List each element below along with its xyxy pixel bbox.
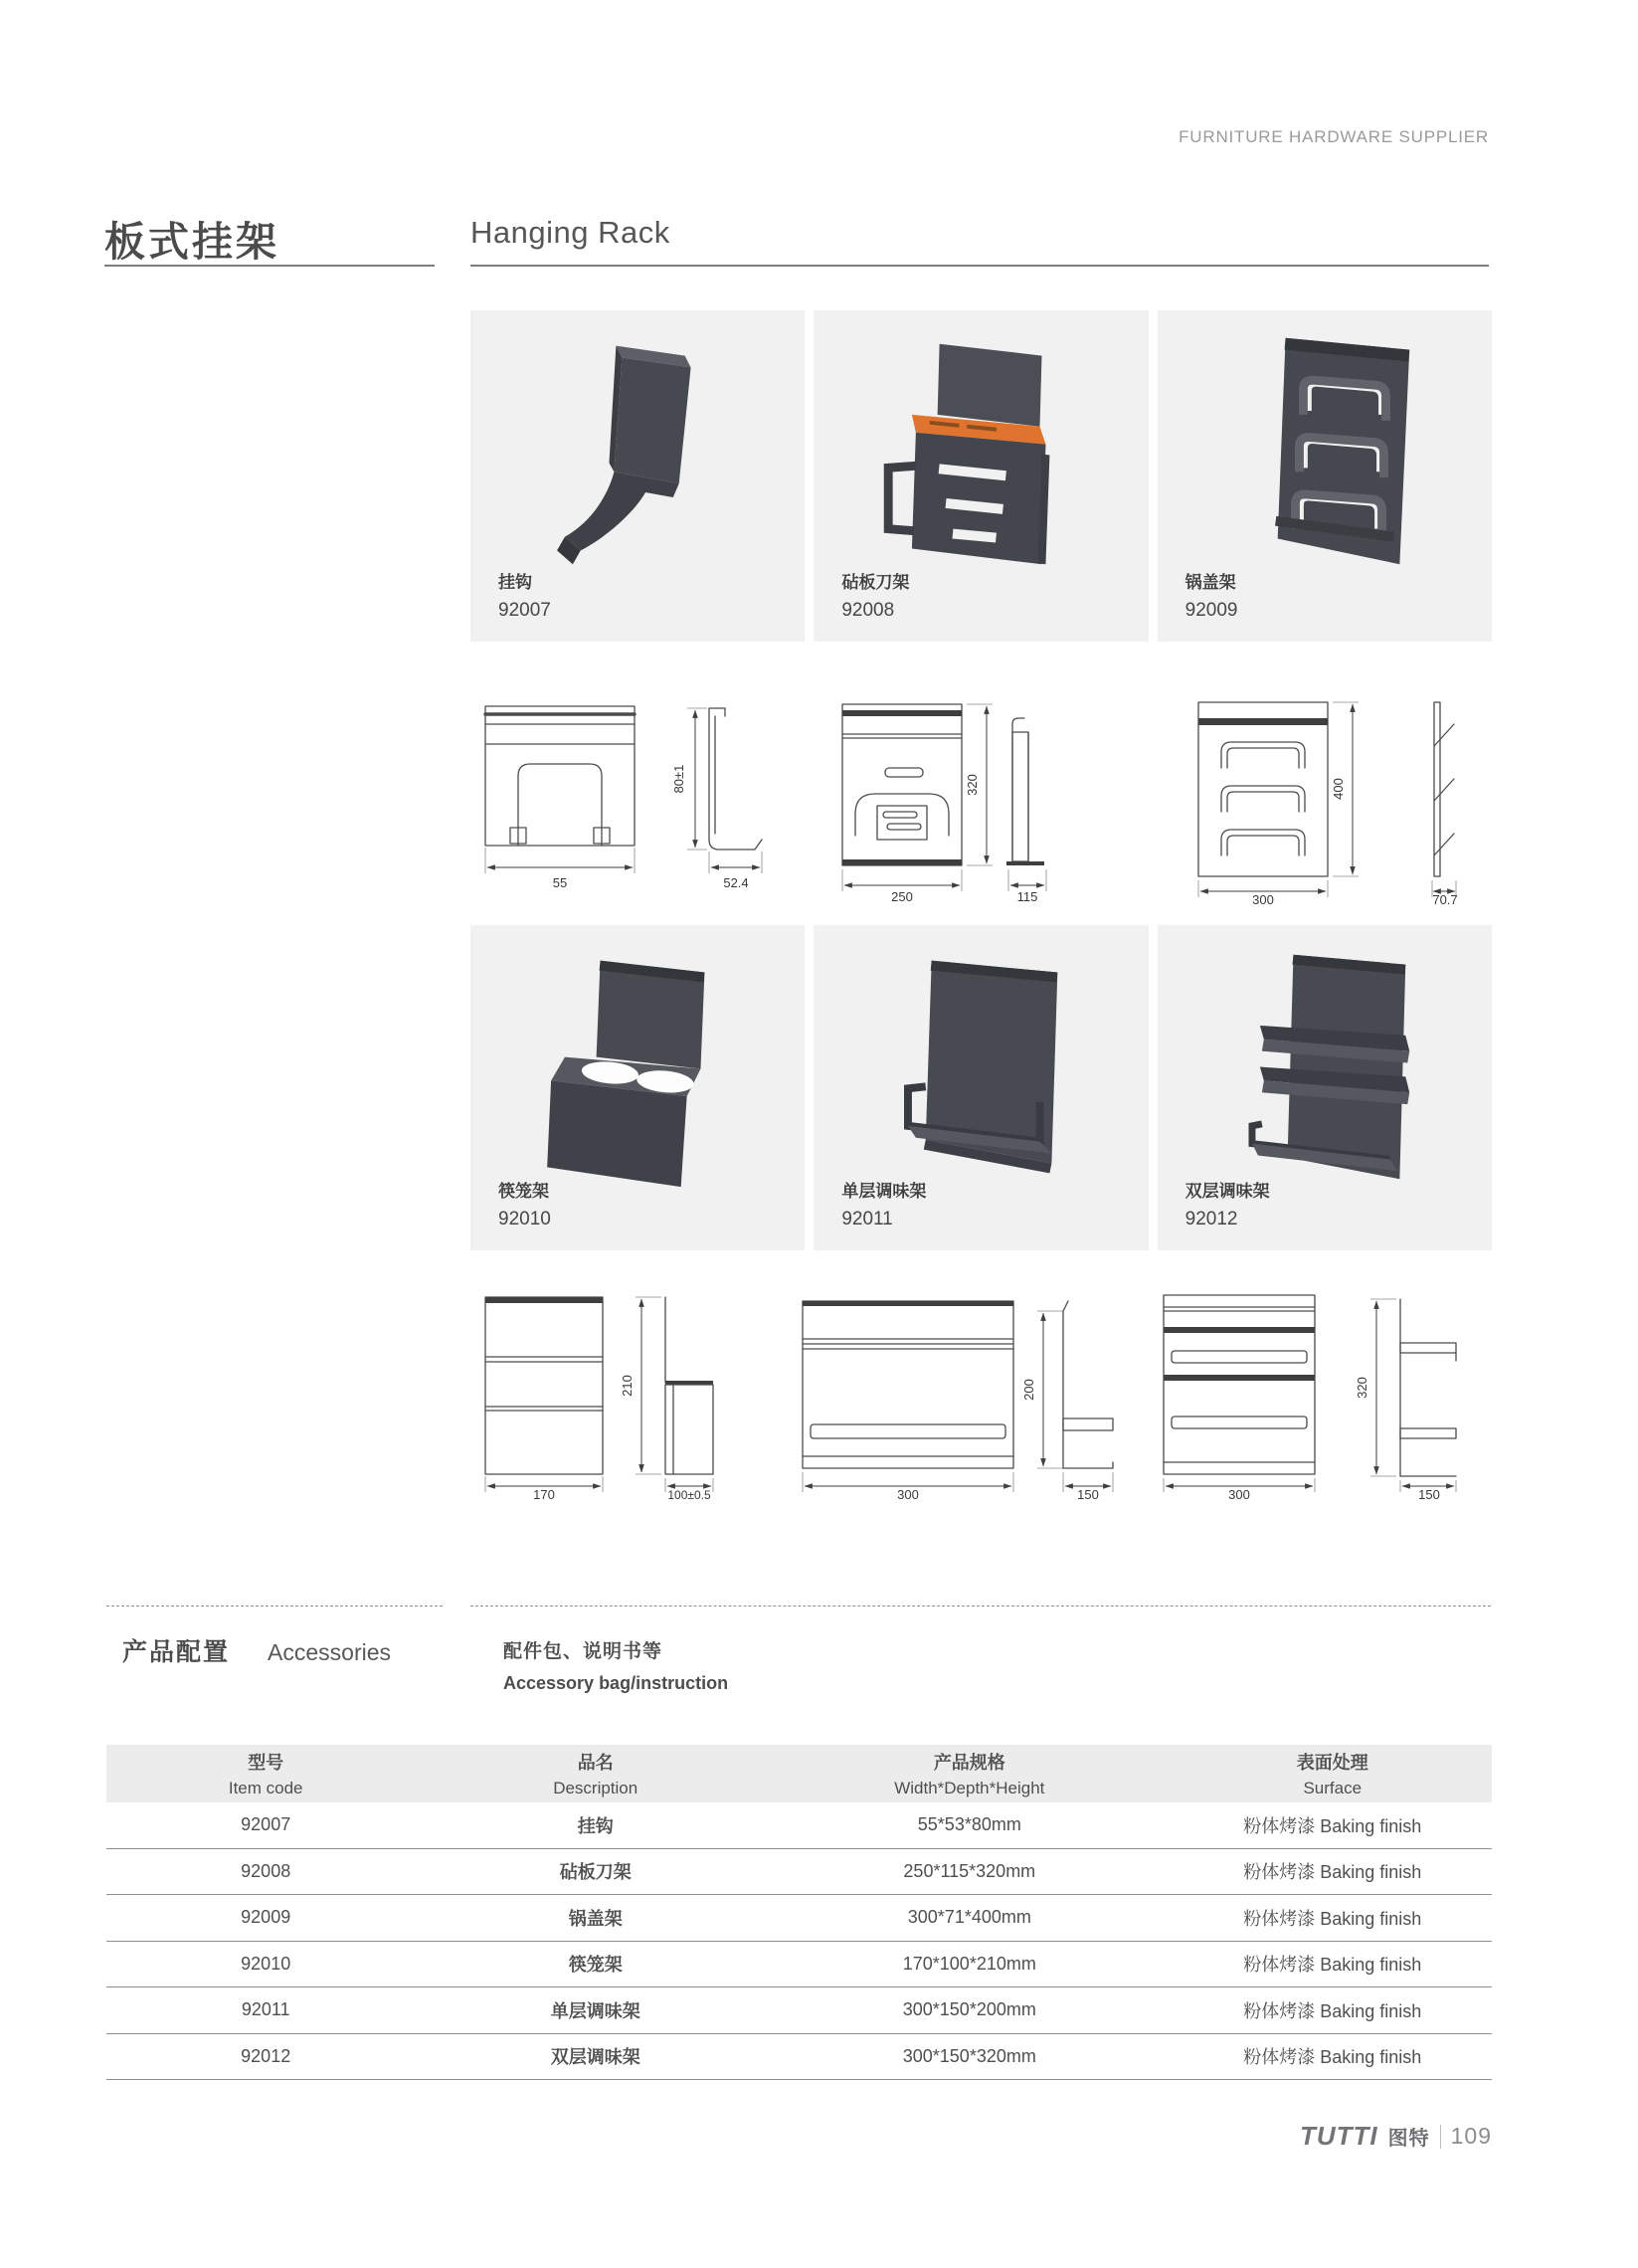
table-row [106, 1849, 1492, 1896]
title-underline-left [104, 265, 435, 267]
cell-spec: 55*53*80mm [917, 1814, 1021, 1835]
supplier-tagline: FURNITURE HARDWARE SUPPLIER [1179, 127, 1489, 146]
product-photo-92007 [470, 310, 805, 642]
cell-description: 砧板刀架 [559, 1862, 632, 1883]
dimension-label: 400 [1331, 778, 1346, 800]
dimension-label: 200 [1020, 1379, 1036, 1401]
cell-description: 挂钩 [577, 1815, 614, 1836]
accessories-heading [122, 1632, 391, 1668]
product-code: 92010 [498, 1209, 551, 1229]
product-name: 挂钩 [498, 573, 532, 592]
column-header-item-code [106, 1749, 425, 1798]
product-photo-92008 [814, 310, 1148, 642]
column-header-zh: 品名 [577, 1753, 614, 1773]
cell-surface: 粉体烤漆 Baking finish [1243, 1908, 1422, 1929]
dimension-label: 55 [552, 875, 568, 890]
dimension-label: 210 [620, 1375, 635, 1397]
photo-label [1185, 1177, 1270, 1230]
drawing-92012 [1154, 1287, 1492, 1500]
product-code: 92007 [498, 600, 551, 621]
column-header-en: Width*Depth*Height [894, 1779, 1045, 1797]
dimension-label: 170 [533, 1487, 555, 1500]
photo-row-2 [470, 925, 1492, 1250]
product-name: 砧板刀架 [841, 573, 910, 592]
cell-spec: 250*115*320mm [903, 1860, 1036, 1881]
column-header-en: Description [553, 1779, 638, 1797]
spec-table-header [106, 1745, 1492, 1802]
column-header-description [425, 1749, 766, 1798]
photo-label [498, 568, 551, 622]
product-code: 92008 [841, 600, 895, 621]
accessories-note [503, 1636, 728, 1694]
spec-table [106, 1745, 1492, 2080]
product-photo-92010 [470, 925, 805, 1250]
cell-surface: 粉体烤漆 Baking finish [1243, 1815, 1422, 1836]
product-name: 双层调味架 [1184, 1182, 1270, 1201]
title-underline-right [470, 265, 1489, 267]
drawing-92011 [793, 1287, 1131, 1500]
column-header-spec [766, 1749, 1174, 1798]
drawing-row-2 [470, 1285, 1492, 1500]
photo-row-1 [470, 310, 1492, 642]
photo-label [841, 568, 909, 622]
accessories-note-zh: 配件包、说明书等 [503, 1641, 663, 1662]
table-row [106, 1802, 1492, 1849]
dimension-label: 70.7 [1432, 892, 1458, 905]
cell-spec: 300*71*400mm [907, 1907, 1031, 1928]
accessories-note-en: Accessory bag/instruction [503, 1673, 729, 1693]
cell-item-code: 92008 [241, 1860, 291, 1881]
cell-item-code: 92012 [241, 2045, 291, 2066]
cell-spec: 170*100*210mm [902, 1953, 1036, 1974]
product-photo-92011 [814, 925, 1148, 1250]
table-row [106, 1942, 1492, 1988]
dimension-label: 150 [1418, 1487, 1440, 1500]
dimension-label: 250 [890, 889, 913, 904]
photo-label [841, 1177, 926, 1230]
product-name: 锅盖架 [1184, 573, 1236, 592]
dimension-label: 115 [1016, 889, 1037, 904]
column-header-en: Surface [1303, 1779, 1363, 1797]
drawing-row-1 [470, 690, 1492, 905]
cell-item-code: 92009 [241, 1907, 291, 1928]
table-row [106, 1895, 1492, 1942]
cell-description: 双层调味架 [550, 2047, 640, 2068]
dimension-label: 80±1 [671, 764, 686, 794]
dimension-label: 300 [1252, 892, 1274, 905]
cell-item-code: 92010 [241, 1953, 291, 1974]
column-header-zh: 产品规格 [933, 1753, 1005, 1773]
drawing-92008 [827, 694, 1126, 905]
dimension-label: 320 [1355, 1377, 1369, 1399]
dimension-label: 320 [964, 774, 980, 796]
product-code: 92009 [1184, 600, 1238, 621]
photo-label [1185, 568, 1238, 622]
cell-item-code: 92007 [241, 1814, 291, 1835]
cell-surface: 粉体烤漆 Baking finish [1243, 2000, 1422, 2021]
page-title-zh: 板式挂架 [104, 219, 279, 265]
product-name: 单层调味架 [841, 1182, 927, 1201]
dimension-label: 52.4 [723, 875, 749, 890]
cell-item-code: 92011 [241, 1999, 290, 2020]
column-header-en: Item code [228, 1779, 303, 1797]
product-photo-92012 [1158, 925, 1492, 1250]
dimension-label: 300 [896, 1487, 919, 1500]
cell-spec: 300*150*320mm [902, 2045, 1036, 2066]
product-code: 92011 [841, 1209, 893, 1229]
product-photo-92009 [1158, 310, 1492, 642]
dimension-label: 150 [1076, 1487, 1099, 1500]
dimension-label: 300 [1228, 1487, 1250, 1500]
footer-divider [1440, 2125, 1441, 2149]
drawing-92009 [1183, 694, 1492, 905]
table-row [106, 1987, 1492, 2034]
cell-description: 锅盖架 [568, 1908, 623, 1929]
column-header-surface [1174, 1749, 1492, 1798]
product-name: 筷笼架 [498, 1182, 549, 1201]
cell-surface: 粉体烤漆 Baking finish [1243, 1862, 1422, 1883]
brand-logo-zh: 图特 [1387, 2128, 1430, 2150]
table-row [106, 2034, 1492, 2081]
brand-logo: TUTTI [1299, 2121, 1378, 2151]
page-number: 109 [1450, 2123, 1492, 2149]
drawing-92007 [470, 694, 769, 905]
cell-surface: 粉体烤漆 Baking finish [1243, 1955, 1422, 1976]
column-header-zh: 表面处理 [1296, 1753, 1368, 1773]
page-footer [1300, 2121, 1492, 2152]
column-header-zh: 型号 [248, 1753, 284, 1773]
cell-surface: 粉体烤漆 Baking finish [1243, 2047, 1422, 2068]
accessories-title-zh: 产品配置 [122, 1638, 231, 1666]
accessories-title-en: Accessories [268, 1639, 391, 1665]
photo-label [498, 1177, 551, 1230]
dimension-label: 100±0.5 [667, 1488, 711, 1500]
cell-description: 筷笼架 [568, 1955, 623, 1976]
page-title-en: Hanging Rack [470, 215, 670, 250]
cell-description: 单层调味架 [550, 2000, 640, 2021]
drawing-92010 [470, 1287, 769, 1500]
product-code: 92012 [1184, 1209, 1238, 1229]
cell-spec: 300*150*200mm [902, 1999, 1036, 2020]
